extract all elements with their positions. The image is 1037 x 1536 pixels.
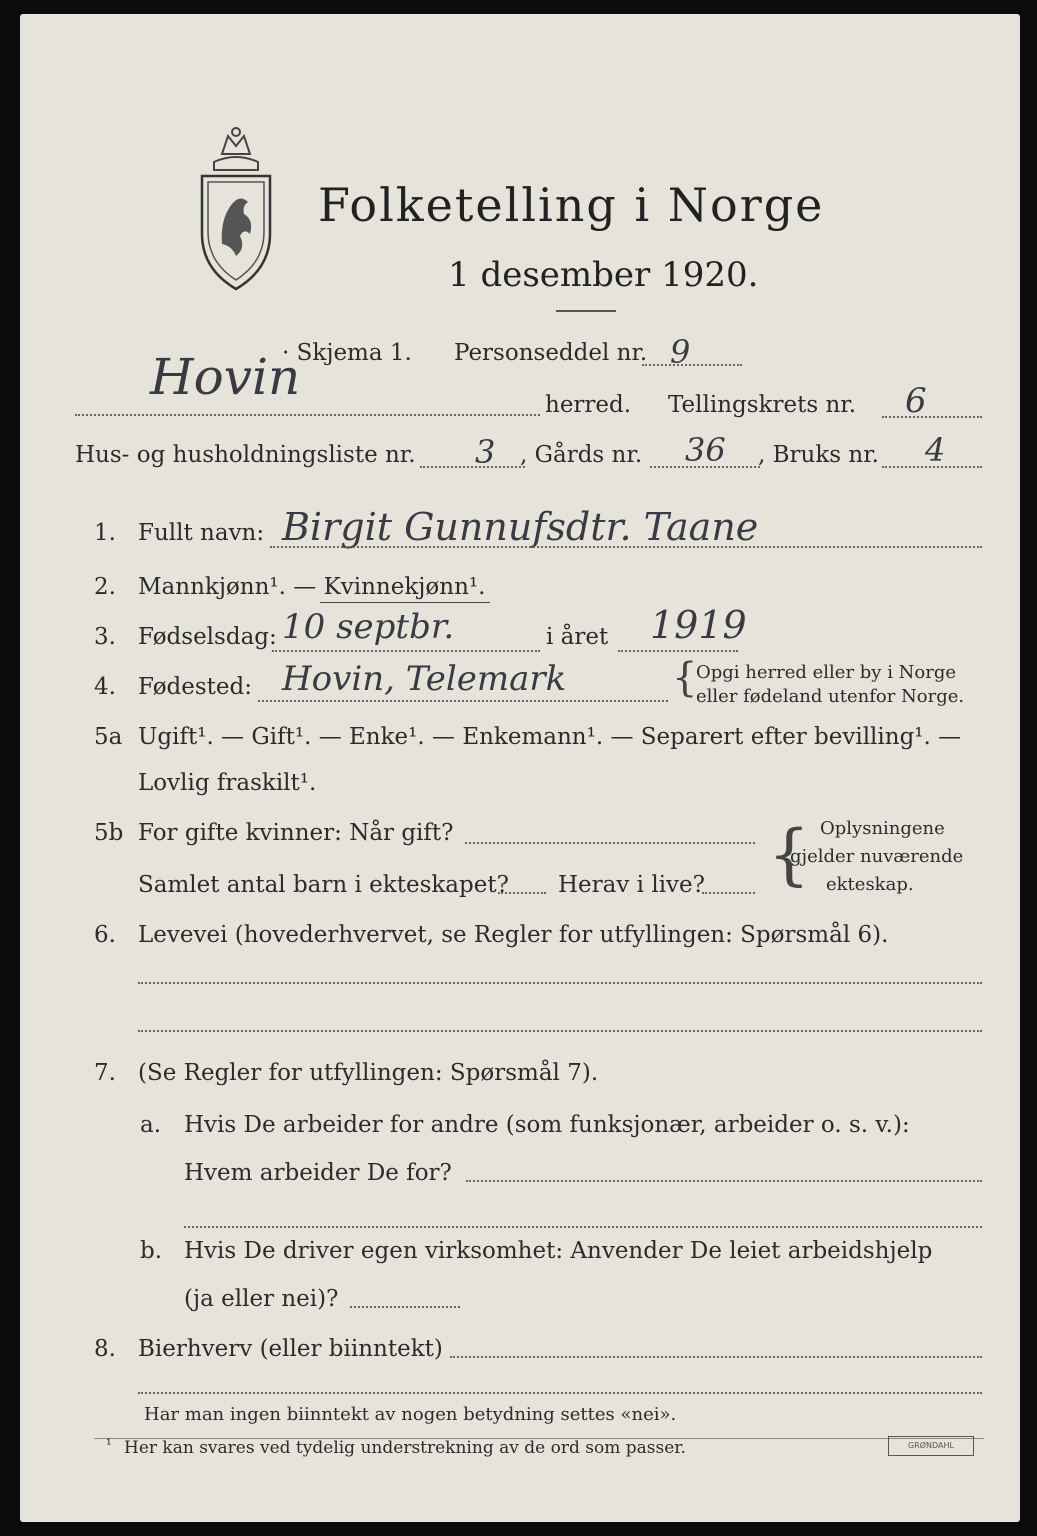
q5b-note1: Oplysningene [820, 818, 945, 839]
personseddel-line [642, 364, 742, 366]
gards-line [650, 466, 760, 468]
footer-note: Har man ingen biinntekt av nogen betydning settes «nei». [144, 1404, 677, 1425]
q2-underline [320, 602, 490, 603]
tellingskrets-line [882, 416, 982, 418]
q6-line2 [138, 1030, 982, 1032]
gards-value: 36 [685, 431, 726, 469]
hus-line [420, 466, 525, 468]
q7a-line2: Hvem arbeider De for? [184, 1160, 452, 1186]
herred-value: Hovin [150, 348, 301, 406]
q5a-line2: Lovlig fraskilt¹. [138, 770, 317, 796]
q5b-alive-line [702, 892, 755, 894]
q4-label: Fødested: [138, 674, 253, 700]
printer-stamp: GRØNDAHL [888, 1436, 974, 1456]
q8-number: 8. [94, 1336, 116, 1362]
q7a-letter: a. [140, 1112, 162, 1138]
q7b-line [350, 1306, 460, 1308]
q5b-number: 5b [94, 820, 124, 846]
q5a-number: 5a [94, 724, 123, 750]
footnote-mark: ¹ [106, 1437, 112, 1453]
personseddel-label: Personseddel nr. [454, 340, 648, 366]
q5b-note3: ekteskap. [826, 874, 914, 895]
q3-day-line [272, 650, 540, 652]
footnote-text: Her kan svares ved tydelig understrekning av de ord som passer. [124, 1438, 686, 1458]
q4-note-line2: eller fødeland utenfor Norge. [696, 686, 965, 707]
herred-line [75, 414, 540, 416]
q3-year-line [618, 650, 738, 652]
q3-year-label: i året [546, 624, 609, 650]
q4-number: 4. [94, 674, 116, 700]
bruks-label: , Bruks nr. [758, 442, 879, 468]
q1-number: 1. [94, 520, 116, 546]
q8-line-extra [138, 1392, 982, 1394]
q3-label: Fødselsdag: [138, 624, 277, 650]
census-form [20, 14, 1020, 1522]
tellingskrets-value: 6 [905, 381, 927, 421]
q7b-letter: b. [140, 1238, 163, 1264]
q7-number: 7. [94, 1060, 116, 1086]
q3-number: 3. [94, 624, 116, 650]
q5b-note2: gjelder nuværende [790, 846, 964, 867]
q1-line [270, 546, 982, 548]
q5a-line1: Ugift¹. — Gift¹. — Enke¹. — Enkemann¹. — Separert efter bevilling¹. — [138, 724, 962, 750]
q6-label: Levevei (hovederhvervet, se Regler for utfyllingen: Spørsmål 6). [138, 922, 889, 948]
q6-line1 [138, 982, 982, 984]
title-rule [556, 310, 616, 312]
q4-line [258, 700, 668, 702]
herred-label: herred. [545, 392, 632, 418]
personseddel-value: 9 [670, 333, 691, 371]
q5b-children-line [498, 892, 546, 894]
q6-number: 6. [94, 922, 116, 948]
hus-value: 3 [475, 433, 496, 471]
q7a-line [466, 1180, 982, 1182]
q3-year-value: 1919 [650, 603, 747, 647]
bruks-line [882, 466, 982, 468]
q7a-line-extra [184, 1226, 982, 1228]
q8-line [450, 1356, 982, 1358]
q2-label: Mannkjønn¹. — Kvinnekjønn¹. [138, 574, 486, 600]
form-date: 1 desember 1920. [448, 255, 759, 295]
q7b-line2: (ja eller nei)? [184, 1286, 339, 1312]
q5b-line2b: Herav i live? [558, 872, 705, 898]
q7-label: (Se Regler for utfyllingen: Spørsmål 7). [138, 1060, 599, 1086]
q2-number: 2. [94, 574, 116, 600]
form-title: Folketelling i Norge [318, 178, 825, 232]
q7b-line1: Hvis De driver egen virksomhet: Anvender De leiet arbeidshjelp [184, 1238, 933, 1264]
q4-value: Hovin, Telemark [282, 659, 567, 699]
hus-label: Hus- og husholdningsliste nr. [75, 442, 416, 468]
q5b-married-line [465, 842, 755, 844]
q7a-line1: Hvis De arbeider for andre (som funksjonær, arbeider o. s. v.): [184, 1112, 910, 1138]
bruks-value: 4 [925, 431, 946, 469]
q1-value: Birgit Gunnufsdtr. Taane [282, 505, 759, 549]
gards-label: , Gårds nr. [520, 442, 643, 468]
coat-of-arms-icon [192, 124, 280, 294]
q5b-line1: For gifte kvinner: Når gift? [138, 820, 454, 846]
schema-label: · Skjema 1. [282, 340, 412, 366]
q5b-brace: { [768, 816, 810, 893]
q8-label: Bierhverv (eller biinntekt) [138, 1336, 443, 1362]
q3-day-value: 10 septbr. [282, 607, 455, 647]
q1-label: Fullt navn: [138, 520, 265, 546]
q4-note-line1: Opgi herred eller by i Norge [696, 662, 957, 683]
tellingskrets-label: Tellingskrets nr. [668, 392, 857, 418]
q4-brace: { [672, 655, 698, 701]
q5b-line2a: Samlet antal barn i ekteskapet? [138, 872, 509, 898]
